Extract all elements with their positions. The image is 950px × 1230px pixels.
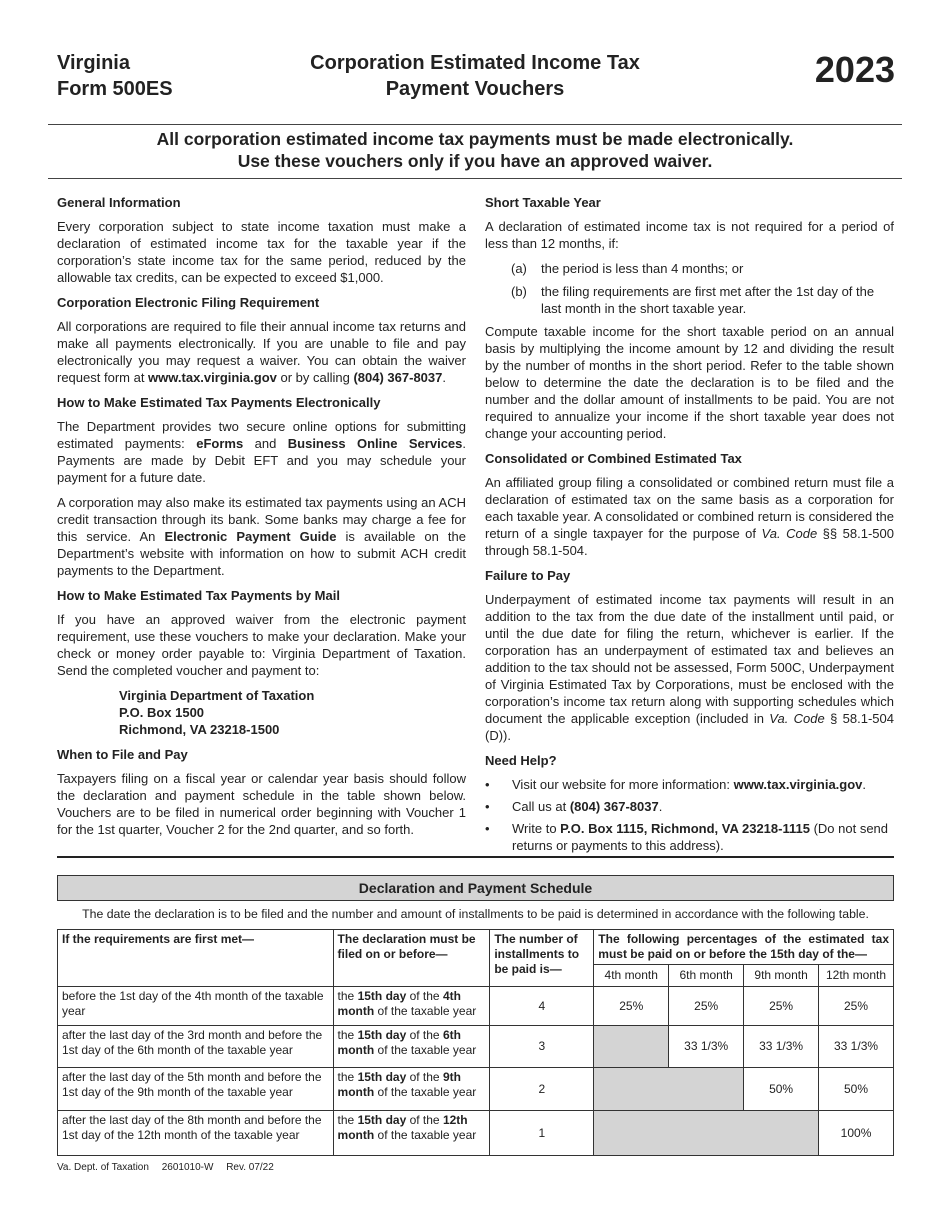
condition-b <box>511 283 894 317</box>
footer-revision: Rev. 07/22 <box>226 1162 274 1173</box>
bullet-icon: • <box>485 799 490 814</box>
col-header-installments: The number of installments to be paid is— <box>490 930 594 987</box>
form-title-line2: Payment Vouchers <box>385 78 565 100</box>
consolidated-heading: Consolidated or Combined Estimated Tax <box>485 451 742 466</box>
form-title <box>240 50 710 102</box>
empty-cell <box>594 1111 819 1156</box>
condition-b-mark: (b) <box>511 284 527 299</box>
address-line1: Virginia Department of Taxation <box>119 688 315 703</box>
row-percentage: 33 1/3% <box>744 1026 819 1068</box>
mailing-address <box>119 687 466 738</box>
row-installments: 2 <box>490 1068 594 1111</box>
row-requirement: before the 1st day of the 4th month of the taxable year <box>58 987 334 1026</box>
help-address: P.O. Box 1115, Richmond, VA 23218-1115 <box>560 821 810 836</box>
month-header: 4th month <box>594 965 669 987</box>
mail-payments-heading: How to Make Estimated Tax Payments by Mail <box>57 588 340 603</box>
phone-number: (804) 367-8037 <box>353 370 443 385</box>
month-header: 6th month <box>669 965 744 987</box>
failure-to-pay-heading: Failure to Pay <box>485 568 571 583</box>
when-to-file-heading: When to File and Pay <box>57 747 188 762</box>
right-column <box>485 194 894 859</box>
row-due-date: the 15th day of the 4th month of the taxable year <box>333 987 490 1026</box>
short-year-heading: Short Taxable Year <box>485 195 601 210</box>
row-percentage: 50% <box>819 1068 894 1111</box>
row-installments: 1 <box>490 1111 594 1156</box>
header-divider-top <box>48 124 902 125</box>
table-row <box>58 1026 894 1068</box>
col-header-percentages: The following percentages of the estimated tax must be paid on or before the 15th day of the— <box>594 930 894 965</box>
need-help-heading: Need Help? <box>485 753 557 768</box>
state-name: Virginia <box>57 52 130 74</box>
row-percentage: 33 1/3% <box>669 1026 744 1068</box>
phone-number: (804) 367-8037 <box>569 799 659 814</box>
bullet-icon: • <box>485 777 490 792</box>
va-code-ref: Va. Code <box>769 711 825 726</box>
form-identifier <box>57 50 173 102</box>
form-number: Form 500ES <box>57 78 173 100</box>
row-installments: 3 <box>490 1026 594 1068</box>
help-item-mail: • Write to P.O. Box 1115, Richmond, VA 23218-1115 (Do not send returns or payments to this address). <box>485 821 889 853</box>
row-requirement: after the last day of the 5th month and before the 1st day of the 9th month of the taxable year <box>58 1068 334 1111</box>
table-row <box>58 1111 894 1156</box>
col-header-requirements: If the requirements are first met— <box>58 930 334 987</box>
row-due-date: the 15th day of the 12th month of the taxable year <box>333 1111 490 1156</box>
bullet-icon: • <box>485 821 490 836</box>
row-due-date: the 15th day of the 9th month of the taxable year <box>333 1068 490 1111</box>
efile-heading: Corporation Electronic Filing Requirement <box>57 295 320 310</box>
help-item-website: • Visit our website for more information: www.tax.virginia.gov. <box>485 777 867 792</box>
condition-a-text: the period is less than 4 months; or <box>541 261 744 276</box>
electronic-payment-guide-label: Electronic Payment Guide <box>164 529 337 544</box>
form-title-line1: Corporation Estimated Income Tax <box>310 52 640 74</box>
row-percentage: 100% <box>819 1111 894 1156</box>
general-info-text: Every corporation subject to state income taxation must make a declaration of estimated income tax for the taxable year if the corporation’s state income tax for the same period, reduced by the allowable tax credits, can be expected to exceed $1,000. <box>57 219 466 285</box>
empty-cell <box>594 1068 744 1111</box>
footer-form-code: 2601010-W <box>161 1162 214 1173</box>
short-year-text: A declaration of estimated income tax is not required for a period of less than 12 months, if: <box>485 219 894 251</box>
va-code-ref: Va. Code <box>761 526 818 541</box>
website-link[interactable]: www.tax.virginia.gov <box>733 777 863 792</box>
row-percentage: 33 1/3% <box>819 1026 894 1068</box>
tax-year: 2023 <box>814 49 895 90</box>
row-percentage: 25% <box>594 987 669 1026</box>
row-requirement: after the last day of the 8th month and before the 1st day of the 12th month of the taxable year <box>58 1111 334 1156</box>
schedule-subtitle: The date the declaration is to be filed and the number and amount of installments to be paid is determined in accordance with the following table. <box>82 907 869 921</box>
compute-text: Compute taxable income for the short taxable period on an annual basis by multiplying the income amount by 12 and dividing the result by the number of months in the short period. Refer to the table shown below to determine the date the declaration is to be filed and the number and the dollar amount of installments to be paid. You are not required to annualize your income if the short taxable year does not change your accounting period. <box>485 324 894 441</box>
left-column <box>57 194 466 846</box>
empty-cell <box>594 1026 669 1068</box>
website-link[interactable]: www.tax.virginia.gov <box>148 370 277 385</box>
condition-a <box>511 260 894 277</box>
condition-a-mark: (a) <box>511 261 527 276</box>
row-percentage: 25% <box>669 987 744 1026</box>
general-info-heading: General Information <box>57 195 181 210</box>
address-line2: P.O. Box 1500 <box>119 705 205 720</box>
row-due-date: the 15th day of the 6th month of the taxable year <box>333 1026 490 1068</box>
form-footer <box>57 1162 284 1173</box>
eforms-label: eForms <box>196 436 244 451</box>
business-online-services-label: Business Online Services <box>287 436 463 451</box>
row-percentage: 25% <box>819 987 894 1026</box>
month-header: 12th month <box>819 965 894 987</box>
table-header-row <box>58 930 894 965</box>
banner-line2: Use these vouchers only if you have an approved waiver. <box>237 151 713 171</box>
electronic-payments-text: The Department provides two secure online options for submitting estimated payments: eForms and Business Online Services. Payments are made by Debit EFT and you may schedule your payment for a future date. <box>57 419 467 485</box>
electronic-payments-heading: How to Make Estimated Tax Payments Electronically <box>57 395 381 410</box>
table-row <box>58 987 894 1026</box>
consolidated-text: An affiliated group filing a consolidated or combined return must file a declaration of estimated tax on the same basis as a corporation for each taxable year. A consolidated or combined return is considered the return of a single taxpayer for the purpose of Va. Code §§ 58.1-500 through 58.1-504. <box>485 475 894 558</box>
row-percentage: 25% <box>744 987 819 1026</box>
payment-schedule-table <box>57 929 894 1156</box>
row-percentage: 50% <box>744 1068 819 1111</box>
month-header: 9th month <box>744 965 819 987</box>
header-divider-bottom <box>48 178 902 179</box>
footer-department: Va. Dept. of Taxation <box>57 1162 149 1173</box>
help-item-phone: • Call us at (804) 367-8037. <box>485 799 663 814</box>
electronic-payment-banner <box>48 128 902 172</box>
col-header-declaration-due: The declaration must be filed on or before— <box>333 930 490 987</box>
row-installments: 4 <box>490 987 594 1026</box>
ach-text: A corporation may also make its estimated tax payments using an ACH credit transaction through its bank. Some banks may charge a fee for this service. An Electronic Payment Guide is available on the Department’s website with information on how to submit ACH credit payments to the Department. <box>57 495 466 578</box>
banner-line1: All corporation estimated income tax payments must be made electronically. <box>156 129 794 149</box>
section-divider <box>57 856 894 858</box>
schedule-title: Declaration and Payment Schedule <box>57 875 894 901</box>
table-row <box>58 1068 894 1111</box>
failure-to-pay-text: Underpayment of estimated income tax payments will result in an addition to the tax from the due date of the installment until paid, or until the due date for filing the return, whichever is earlier. If the corporation has an underpayment of estimated tax and believes an addition to the tax should not be assessed, Form 500C, Underpayment of Virginia Estimated Tax by Corporations, must be enclosed with the corporation’s income tax return along with supporting schedules which document the applicable exception (included in Va. Code § 58.1-504 (D)). <box>485 592 894 743</box>
condition-b-text: the filing requirements are first met after the 1st day of the last month in the short taxable year. <box>541 284 875 316</box>
when-to-file-text: Taxpayers filing on a fiscal year or calendar year basis should follow the declaration and payment schedule in the table shown below. Vouchers are to be filed in numerical order beginning with Voucher 1 for the 1st quarter, Voucher 2 for the 2nd quarter, and so forth. <box>57 771 466 837</box>
efile-text: All corporations are required to file their annual income tax returns and make all payments electronically. If you are unable to file and pay electronically you may request a waiver. You can obtain the waiver request form at www.tax.virginia.gov or by calling (804) 367-8037. <box>57 319 466 385</box>
mail-payments-text: If you have an approved waiver from the electronic payment requirement, use these vouchers to make your declaration. Make your check or money order payable to: Virginia Department of Taxation. Send the completed voucher and payment to: <box>57 612 466 678</box>
address-line3: Richmond, VA 23218-1500 <box>119 722 280 737</box>
row-requirement: after the last day of the 3rd month and before the 1st day of the 6th month of the taxable year <box>58 1026 334 1068</box>
